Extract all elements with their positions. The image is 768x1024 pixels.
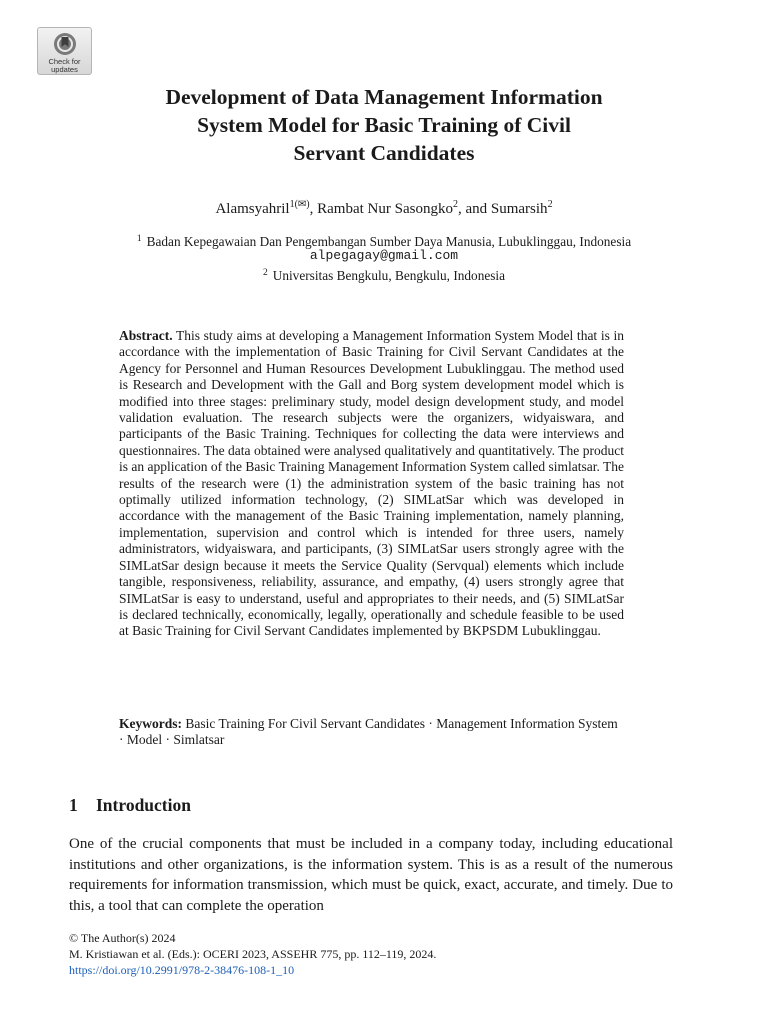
- intro-paragraph: [69, 834, 673, 916]
- keywords-text: Basic Training For Civil Servant Candidates · Management Information System · Model · Simlatsar: [119, 716, 618, 748]
- title-line-3: Servant Candidates: [293, 141, 475, 165]
- affiliation-text: Universitas Bengkulu, Bengkulu, Indonesia: [272, 268, 506, 283]
- paper-title: [60, 83, 708, 167]
- author-list: Alamsyahril$^{1(✉)}$, Rambat Nur Sasongko$^2$, and Sumarsih$^2$: [215, 199, 553, 217]
- author-name: Sumarsih: [490, 201, 548, 217]
- badge-line-1: Check for: [48, 57, 81, 66]
- copyright-line: © The Author(s) 2024: [69, 931, 176, 945]
- page-footer: [69, 930, 436, 978]
- badge-line-2: updates: [51, 65, 78, 74]
- bookmark-ribbon-icon: [52, 31, 78, 57]
- check-for-updates-badge[interactable]: [37, 27, 92, 75]
- author-affiliation-mark: 2: [452, 199, 458, 210]
- title-line-1: Development of Data Management Information: [165, 85, 603, 109]
- keywords-label: Keywords:: [119, 716, 182, 731]
- affiliation-mark: 2: [262, 268, 268, 278]
- doi-link[interactable]: https://doi.org/10.2991/978-2-38476-108-1_10: [69, 963, 295, 977]
- keywords: [119, 716, 624, 749]
- abstract: [119, 328, 624, 640]
- author-email[interactable]: alpegagay@gmail.com: [309, 248, 459, 263]
- author-name: Rambat Nur Sasongko: [317, 201, 453, 217]
- abstract-text: This study aims at developing a Management Information System Model that is in accordance with the implementation of Basic Training for Civil Servant Candidates at the Agency for Personnel and Human Resources Development Lubuklinggau. The method used is Research and Development with the Gall and Borg system development model which is modified into three stages: preliminary study, model design development study, and model validation evaluation. The research subjects were the organizers, widyaiswara, and participants of the Basic Training. Techniques for collecting the data were interviews and questionnaires. The data obtained were analysed qualitatively and quantitatively. The product is an application of the Basic Training Management Information System called simlatsar. The results of the research were (1) the administration system of the basic training has not optimally utilized information technology, (2) SIMLatSar which was developed in accordance with the management of the Basic Training implementation, namely planning, implementation, supervision and control which is intended for three users, namely administrators, widyaiswara, and participants, (3) SIMLatSar users strongly agree with the SIMLatSar design because it meets the Service Quality (Servqual) elements which include tangible, responsiveness, reliability, assurance, and empathy, (4) users strongly agree that SIMLatSar is easy to understand, useful and appropriates to their needs, and (5) SIMLatSar is declared technically, economically, legally, operationally and schedule feasible to be used at Basic Training for Civil Servant Candidates implemented by BKPSDM Lubuklinggau.: [119, 328, 624, 639]
- abstract-label: Abstract.: [119, 328, 173, 343]
- intro-text: One of the crucial components that must be included in a company today, including educational institutions and other organizations, is the information system. This is as a result of the numerous requirements for information transmission, which must be quick, exact, accurate, and timely. Due to this, a tool that can complete the operation: [69, 836, 673, 914]
- citation-line: M. Kristiawan et al. (Eds.): OCERI 2023, ASSEHR 775, pp. 112–119, 2024.: [69, 947, 437, 961]
- affiliation-2: [0, 264, 768, 285]
- author-affiliation-mark[interactable]: 1(✉): [289, 199, 310, 210]
- author-affiliation-mark: 2: [547, 199, 553, 210]
- section-heading: [69, 794, 191, 816]
- section-title: Introduction: [96, 795, 191, 815]
- affiliation-text: Badan Kepegawaian Dan Pengembangan Sumber Daya Manusia, Lubuklinggau, Indonesia: [146, 234, 632, 249]
- section-number: 1: [69, 795, 78, 815]
- author-name: Alamsyahril: [215, 201, 290, 217]
- affiliation-mark: 1: [136, 234, 142, 244]
- title-line-2: System Model for Basic Training of Civil: [197, 113, 571, 137]
